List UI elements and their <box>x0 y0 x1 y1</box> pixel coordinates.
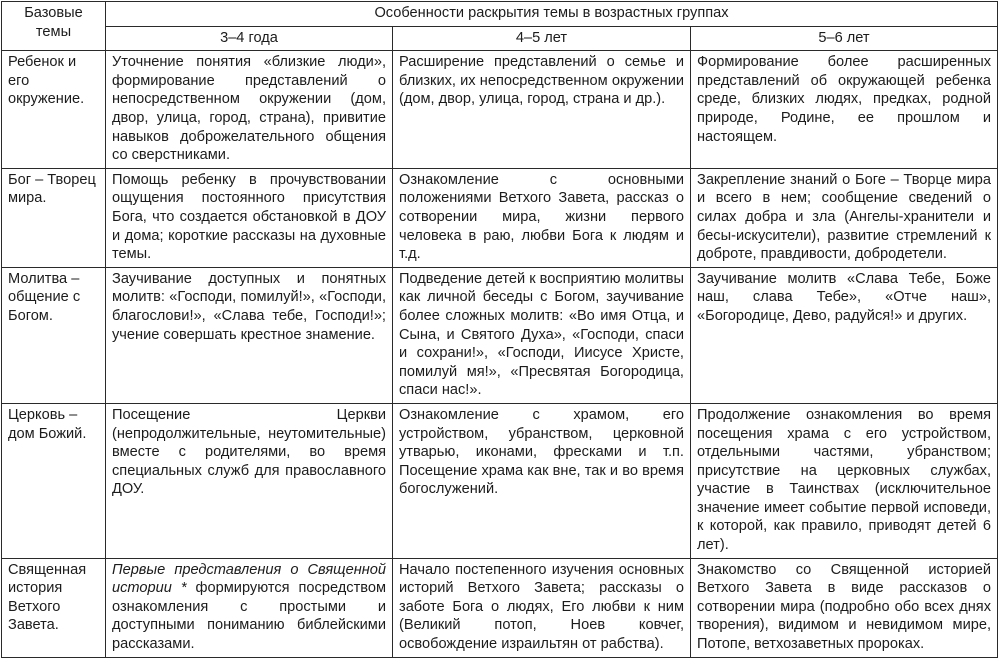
table-row <box>2 558 998 657</box>
theme-cell: Священная история Ветхого Завета. <box>2 558 106 657</box>
content-cell-3-4: Помощь ребенку в прочувствовании ощущения постоянного присутствия Бога, что создается обстановкой в ДОУ и дома; короткие рассказы на духовные темы. <box>106 168 393 267</box>
content-cell-5-6: Закрепление знаний о Боге – Творце мира и всего в нем; сообщение сведений о силах добра и зла (Ангелы-хранители и бесы-искусители), развитие стремлений к доброте, правдивости, добродетели. <box>691 168 998 267</box>
content-cell-4-5: Подведение детей к восприятию молитвы как личной беседы с Богом, заучивание более сложных молитв: «Во имя Отца, и Сына, и Святого Духа», «Господи, спаси и сохрани!», «Господи, Иисусе Христе, помилуй мя!», «Пресвятая Богородица, спаси нас!». <box>393 267 691 403</box>
content-cell-5-6: Формирование более расширенных представлений об окружающей ребенка среде, близких людях, предках, родной природе, Родине, ее прошлом и настоящем. <box>691 51 998 169</box>
curriculum-table <box>1 1 998 658</box>
theme-cell: Ребенок и его окружение. <box>2 51 106 169</box>
theme-cell: Молитва – общение с Богом. <box>2 267 106 403</box>
table-row <box>2 267 998 403</box>
theme-cell: Бог – Творец мира. <box>2 168 106 267</box>
table-header <box>2 2 998 51</box>
age-header-5-6: 5–6 лет <box>691 26 998 51</box>
content-cell-5-6: Знакомство со Священной историей Ветхого Завета в виде рассказов о сотворении мира (подробно обо всех днях творения), видимом и невидимом мире, Потопе, ветхозаветных пророках. <box>691 558 998 657</box>
content-cell-4-5: Ознакомление с основными положениями Ветхого Завета, рассказ о сотворении мира, жизни первого человека в раю, любви Бога к людям и т.д. <box>393 168 691 267</box>
content-cell-5-6: Продолжение ознакомления во время посещения храма с его устройством, отдельными частями, убранством; присутствие на церковных службах, участие в Таинствах (исключительное значение имеет событие первой исповеди, к которой, как правило, приводят детей 6 лет). <box>691 403 998 558</box>
content-cell-3-4 <box>106 558 393 657</box>
content-cell-3-4: Заучивание доступных и понятных молитв: «Господи, помилуй!», «Господи, благослови!», «Слава тебе, Господи!»; учение совершать крестное знамение. <box>106 267 393 403</box>
content-cell-4-5: Расширение представлений о семье и близких, их непосредственном окружении (дом, двор, улица, город, страна и др.). <box>393 51 691 169</box>
content-cell-4-5: Ознакомление с храмом, его устройством, убранством, церковной утварью, иконами, фресками и т.п. Посещение храма как вне, так и во время богослужений. <box>393 403 691 558</box>
table-row <box>2 403 998 558</box>
content-cell-5-6: Заучивание молитв «Слава Тебе, Боже наш, слава Тебе», «Отче наш», «Богородице, Дево, радуйся!» и других. <box>691 267 998 403</box>
table-body <box>2 51 998 657</box>
themes-column-header: Базовые темы <box>2 2 106 51</box>
emphasized-text: Первые представления о Священной истории * <box>112 561 386 597</box>
age-groups-header: Особенности раскрытия темы в возрастных группах <box>106 2 998 27</box>
table-row <box>2 51 998 169</box>
theme-cell: Церковь – дом Божий. <box>2 403 106 558</box>
content-text: формируются посредством ознакомления с простыми и доступными пониманию библейскими рассказами. <box>112 580 386 653</box>
content-cell-4-5: Начало постепенного изучения основных историй Ветхого Завета; рассказы о заботе Бога о людях, Его любви к ним (Великий потоп, Ноев ковчег, освобождение израильтян от рабства). <box>393 558 691 657</box>
content-cell-3-4: Посещение Церкви (непродолжительные, неутомительные) вместе с родителями, во время специальных служб для православного ДОУ. <box>106 403 393 558</box>
content-cell-3-4: Уточнение понятия «близкие люди», формирование представлений о непосредственном окружении (дом, двор, улица, город, страна), привитие навыков доброжелательного общения со сверстниками. <box>106 51 393 169</box>
table-row <box>2 168 998 267</box>
age-header-3-4: 3–4 года <box>106 26 393 51</box>
age-header-4-5: 4–5 лет <box>393 26 691 51</box>
